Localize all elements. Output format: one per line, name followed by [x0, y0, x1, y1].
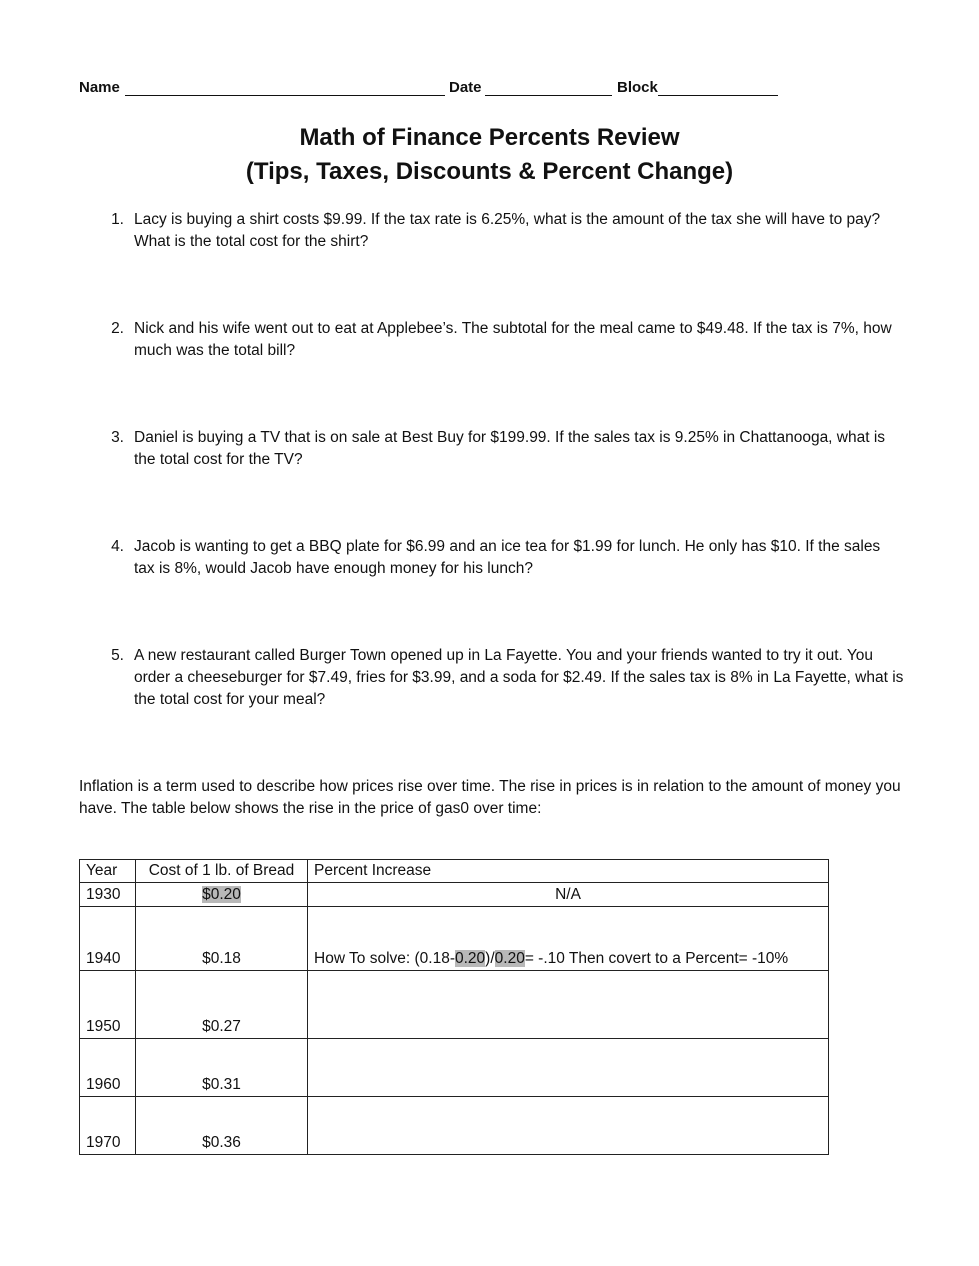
- question-number: 5.: [111, 647, 124, 664]
- example-suffix: = -.10 Then covert to a Percent= -10%: [524, 950, 789, 967]
- table-row: [80, 1039, 829, 1097]
- row-cost: [136, 883, 308, 907]
- block-label: Block: [617, 79, 658, 96]
- name-label: Name: [79, 79, 120, 96]
- page-subtitle: (Tips, Taxes, Discounts & Percent Change): [245, 158, 734, 185]
- question-5-text: A new restaurant called Burger Town opened up in La Fayette. You and your friends wanted to try it out. You order a cheeseburger for $7.49, fries for $3.99, and a soda for $2.49. If the sales tax is 8% in La Fayette, what is the total cost for your meal?: [134, 647, 904, 708]
- row-cost: $0.31: [136, 1039, 308, 1097]
- highlighted-cost: $0.20: [202, 886, 241, 903]
- question-4-text: Jacob is wanting to get a BBQ plate for $6.99 and an ice tea for $1.99 for lunch. He only has $10. If the sales tax is 8%, would Jacob have enough money for his lunch?: [134, 538, 881, 577]
- worked-example: [308, 907, 829, 971]
- bread-price-table: [79, 859, 829, 1155]
- question-number: 4.: [111, 538, 124, 555]
- inflation-intro: Inflation is a term used to describe how prices rise over time. The rise in prices is in relation to the amount of money you have. The table below shows the rise in the price of gas0 over time:: [79, 778, 901, 817]
- page-title: Math of Finance Percents Review: [299, 124, 680, 151]
- question-1-text: Lacy is buying a shirt costs $9.99. If the tax rate is 6.25%, what is the amount of the tax she will have to pay? What is the total cost for the shirt?: [134, 211, 881, 250]
- row-percent-answer[interactable]: [308, 1039, 829, 1097]
- row-year: 1950: [80, 971, 136, 1039]
- table-row: [80, 1097, 829, 1155]
- example-prefix: How To solve: (0.18-: [314, 950, 455, 967]
- example-highlight-1: 0.20: [455, 950, 486, 967]
- row-cost: $0.27: [136, 971, 308, 1039]
- example-mid: )/: [485, 950, 495, 967]
- question-number: 1.: [111, 211, 124, 228]
- name-field-line[interactable]: [125, 95, 445, 96]
- question-2-text: Nick and his wife went out to eat at Applebee’s. The subtotal for the meal came to $49.48. If the tax is 7%, how much was the total bill?: [134, 320, 892, 359]
- table-row: [80, 907, 829, 971]
- date-label: Date: [449, 79, 482, 96]
- table-row: [80, 971, 829, 1039]
- table-row: [80, 883, 829, 907]
- row-percent-answer[interactable]: [308, 971, 829, 1039]
- header-percent: Percent Increase: [308, 860, 829, 883]
- block-field-line[interactable]: [658, 95, 778, 96]
- row-cost: $0.36: [136, 1097, 308, 1155]
- row-year: 1970: [80, 1097, 136, 1155]
- header-year: Year: [80, 860, 136, 883]
- row-year: 1940: [80, 907, 136, 971]
- table-header-row: [80, 860, 829, 883]
- row-cost: $0.18: [136, 907, 308, 971]
- header-cost: Cost of 1 lb. of Bread: [136, 860, 308, 883]
- question-number: 2.: [111, 320, 124, 337]
- question-3-text: Daniel is buying a TV that is on sale at Best Buy for $199.99. If the sales tax is 9.25% in Chattanooga, what is the total cost for the TV?: [134, 429, 886, 468]
- row-year: 1930: [80, 883, 136, 907]
- example-highlight-2: 0.20: [494, 950, 525, 967]
- date-field-line[interactable]: [485, 95, 612, 96]
- row-percent-answer[interactable]: [308, 1097, 829, 1155]
- question-number: 3.: [111, 429, 124, 446]
- row-year: 1960: [80, 1039, 136, 1097]
- row-percent: N/A: [308, 883, 829, 907]
